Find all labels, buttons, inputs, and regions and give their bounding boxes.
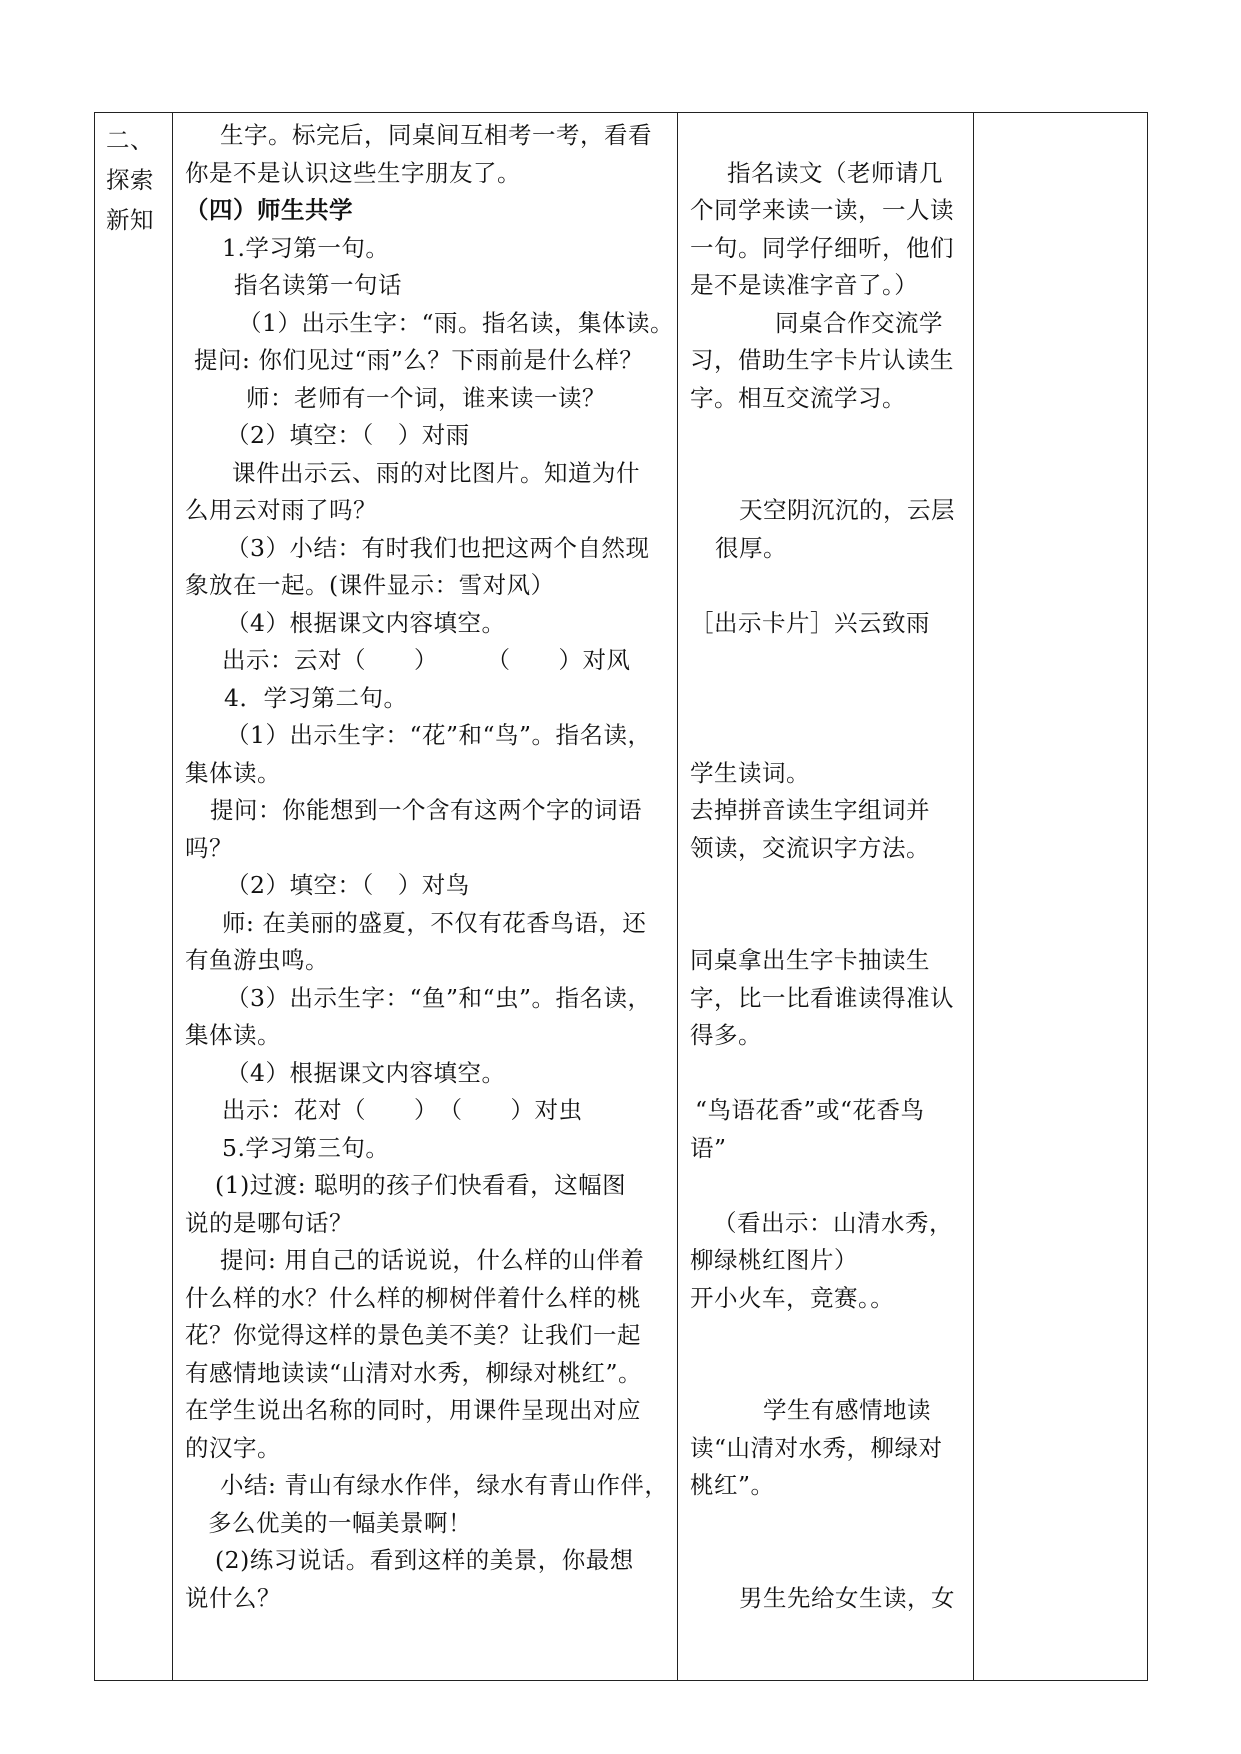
teacher-line: 象放在一起。(课件显示：雪对风） xyxy=(185,571,555,599)
student-line: 字。相互交流学习。 xyxy=(690,384,906,412)
student-line: 柳绿桃红图片） xyxy=(690,1246,858,1274)
student-line: 读“山清对水秀，柳绿对 xyxy=(690,1434,943,1462)
teacher-line: 师：老师有一个词，谁来读一读？ xyxy=(246,384,606,412)
teacher-line: 花？你觉得这样的景色美不美？让我们一起 xyxy=(185,1321,641,1349)
student-line: （看出示：山清水秀， xyxy=(713,1209,953,1237)
student-line: 同桌拿出生字卡抽读生 xyxy=(690,946,930,974)
teacher-line: （2）填空：（ ）对鸟 xyxy=(226,871,470,899)
teacher-line: 提问: 你们见过“雨”么？下雨前是什么样？ xyxy=(194,346,644,374)
teacher-line: （3）出示生字：“鱼”和“虫”。指名读， xyxy=(226,984,652,1012)
teacher-line: （1）出示生字：“花”和“鸟”。指名读， xyxy=(226,721,652,749)
student-line: 同桌合作交流学 xyxy=(775,309,943,337)
teacher-line: （1）出示生字：“雨。指名读，集体读。 xyxy=(238,309,674,337)
teacher-line: 小结: 青山有绿水作伴，绿水有青山作伴， xyxy=(220,1471,669,1499)
teacher-line: 1.学习第一句。 xyxy=(222,234,390,262)
student-line: “鸟语花香”或“花香鸟 xyxy=(695,1096,925,1124)
teacher-line: 出示：云对（ ） （ ）对风 xyxy=(222,646,631,674)
student-line: 得多。 xyxy=(690,1021,762,1049)
teacher-line: 出示：花对（ ） （ ）对虫 xyxy=(222,1096,583,1124)
student-line: 桃红”。 xyxy=(690,1471,775,1499)
teacher-line: 课件出示云、雨的对比图片。知道为什 xyxy=(232,459,640,487)
teacher-line: （2）填空：（ ）对雨 xyxy=(226,421,470,449)
student-line: 天空阴沉沉的，云层 xyxy=(739,496,955,524)
teacher-line: 师: 在美丽的盛夏，不仅有花香鸟语，还 xyxy=(222,909,647,937)
teacher-line: 的汉字。 xyxy=(185,1434,281,1462)
teacher-line: 集体读。 xyxy=(185,1021,281,1049)
student-line: 字，比一比看谁读得准认 xyxy=(690,984,954,1012)
column-divider xyxy=(973,112,974,1681)
teacher-line: 提问: 用自己的话说说，什么样的山伴着 xyxy=(220,1246,645,1274)
teacher-line: 生字。标完后，同桌间互相考一考，看看 xyxy=(220,121,652,149)
student-line: 很厚。 xyxy=(715,534,787,562)
section-heading: （四）师生共学 xyxy=(185,196,353,224)
student-line: 语” xyxy=(690,1134,727,1162)
teacher-line: 有鱼游虫鸣。 xyxy=(185,946,329,974)
teacher-line: 指名读第一句话 xyxy=(234,271,402,299)
teacher-line: 吗？ xyxy=(185,834,233,862)
teacher-line: （3）小结：有时我们也把这两个自然现 xyxy=(226,534,650,562)
student-line: 男生先给女生读，女 xyxy=(739,1584,955,1612)
student-line: 去掉拼音读生字组词并 xyxy=(690,796,930,824)
step-label: 新知 xyxy=(106,206,154,234)
teacher-line: (1)过渡: 聪明的孩子们快看看，这幅图 xyxy=(215,1171,627,1199)
student-line: 学生有感情地读 xyxy=(763,1396,931,1424)
teacher-line: 说的是哪句话？ xyxy=(185,1209,353,1237)
student-line: 个同学来读一读，一人读 xyxy=(690,196,954,224)
teacher-line: 4．学习第二句。 xyxy=(224,684,408,712)
student-line: 学生读词。 xyxy=(690,759,810,787)
teacher-line: 多么优美的一幅美景啊！ xyxy=(208,1509,472,1537)
teacher-line: 么用云对雨了吗？ xyxy=(185,496,377,524)
student-line: 一句。同学仔细听，他们 xyxy=(690,234,954,262)
teacher-line: 什么样的水？什么样的柳树伴着什么样的桃 xyxy=(185,1284,641,1312)
student-line: 开小火车，竞赛。。 xyxy=(690,1284,895,1312)
step-label: 探索 xyxy=(106,166,154,194)
teacher-line: 5.学习第三句。 xyxy=(222,1134,390,1162)
teacher-line: （4）根据课文内容填空。 xyxy=(226,609,506,637)
step-label: 二、 xyxy=(106,126,154,154)
teacher-line: 说什么？ xyxy=(185,1584,281,1612)
teacher-line: (2)练习说话。看到这样的美景，你最想 xyxy=(215,1546,634,1574)
teacher-line: 你是不是认识这些生字朋友了。 xyxy=(185,159,521,187)
student-line: 领读，交流识字方法。 xyxy=(690,834,930,862)
student-line: 是不是读准字音了。） xyxy=(690,271,919,299)
teacher-line: （4）根据课文内容填空。 xyxy=(226,1059,506,1087)
student-line: ［出示卡片］兴云致雨 xyxy=(690,609,930,637)
teacher-line: 提问：你能想到一个含有这两个字的词语 xyxy=(210,796,642,824)
teacher-line: 有感情地读读“山清对水秀，柳绿对桃红”。 xyxy=(185,1359,643,1387)
column-divider xyxy=(172,112,173,1681)
teacher-line: 在学生说出名称的同时，用课件呈现出对应 xyxy=(185,1396,641,1424)
teacher-line: 集体读。 xyxy=(185,759,281,787)
column-divider xyxy=(677,112,678,1681)
student-line: 习，借助生字卡片认读生 xyxy=(690,346,954,374)
student-line: 指名读文（老师请几 xyxy=(727,159,943,187)
